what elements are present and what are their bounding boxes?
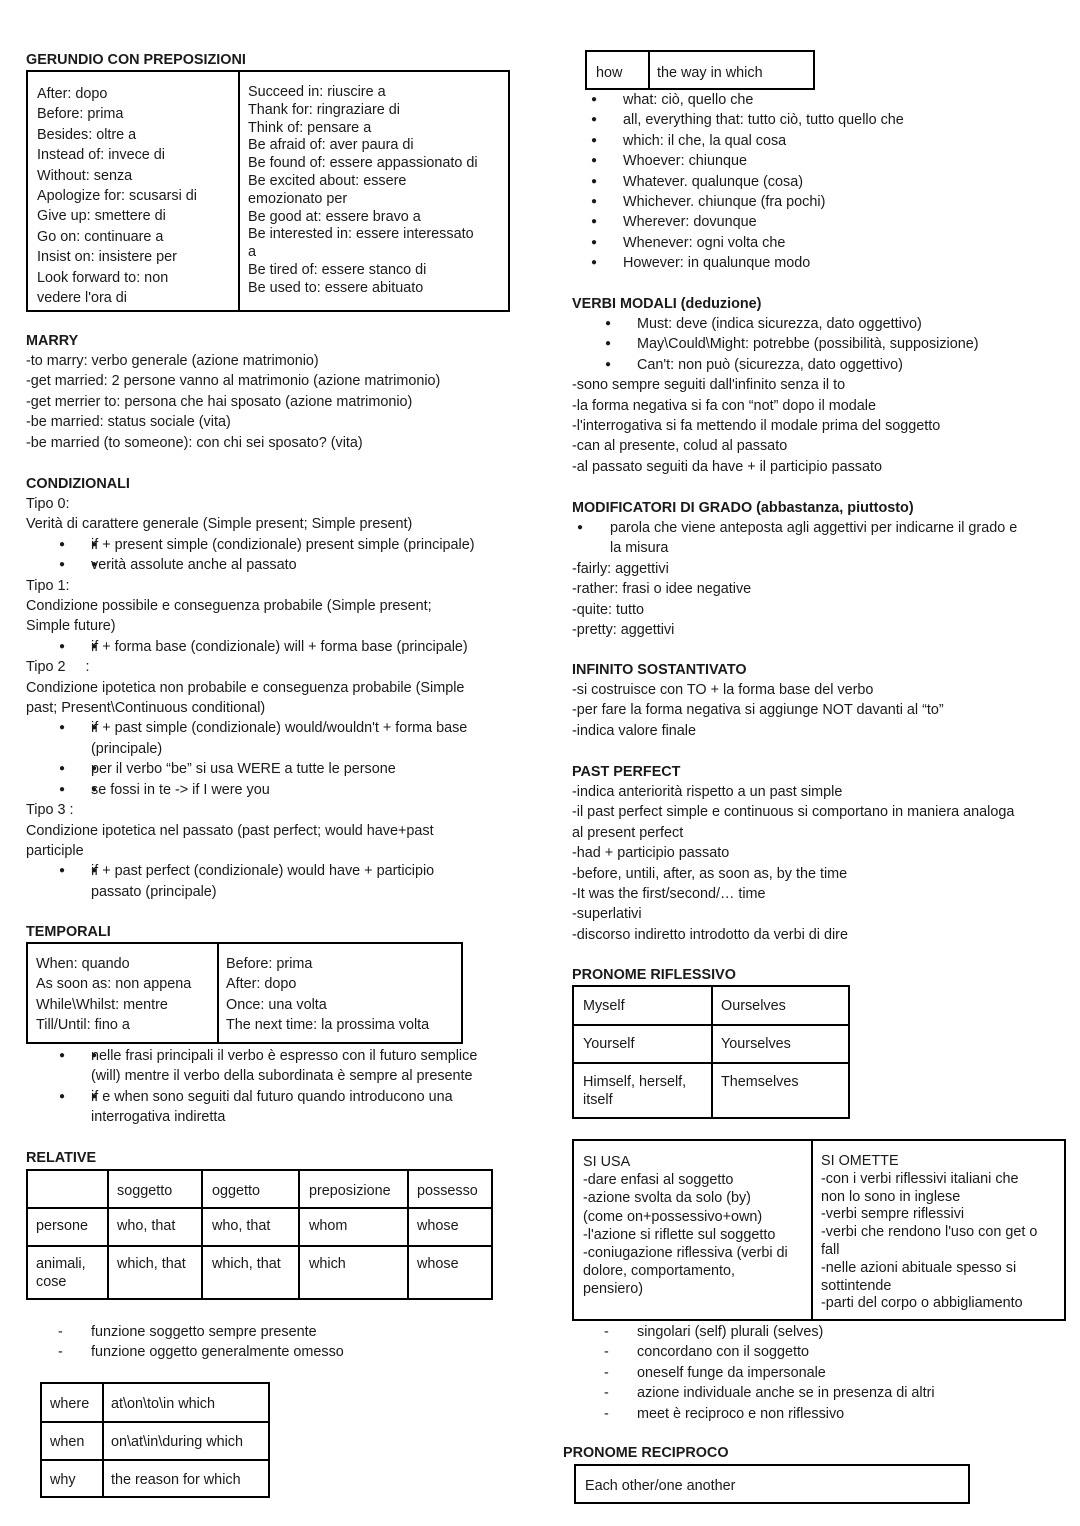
- marry-line: -get merrier to: persona che hai sposato (azione matrimonio): [26, 393, 413, 410]
- si-usa-list: [583, 1153, 788, 1299]
- riflessivo-cell: Myself: [583, 998, 625, 1014]
- tipo2-bullet-3: ● ● se fossi in te -> if I were you: [26, 780, 526, 800]
- what-item: ● all, everything that: tutto ciò, tutto quello che: [572, 110, 904, 130]
- temporali-item: The next time: la prossima volta: [226, 1017, 430, 1034]
- gerundio-item: Be afraid of: aver paura di: [248, 137, 414, 154]
- past-perfect-line: -superlativi: [572, 906, 642, 923]
- riflessivo-cell: Themselves: [721, 1074, 799, 1090]
- bullet-icon: ●: [591, 94, 598, 105]
- modali-line: -la forma negativa si fa con “not” dopo il modale: [572, 397, 876, 414]
- modificatori-line: -quite: tutto: [572, 601, 644, 618]
- temporali-item: Before: prima: [226, 956, 313, 972]
- si-omette-item: non lo sono in inglese: [821, 1188, 961, 1205]
- tipo3-desc-2: participle: [26, 842, 84, 859]
- marry-line: -be married: status sociale (vita): [26, 414, 231, 431]
- relative-header: possesso: [417, 1183, 478, 1199]
- bullet-icon: ●: [591, 134, 598, 146]
- adverb-cell: when: [50, 1434, 85, 1450]
- temporali-title: TEMPORALI: [26, 924, 111, 940]
- reciproco-title: PRONOME RECIPROCO: [563, 1445, 729, 1461]
- infinito-line: -indica valore finale: [572, 722, 696, 739]
- tipo1-label: Tipo 1:: [26, 577, 70, 594]
- riflessivo-cell: Himself, herself, itself: [583, 1074, 687, 1108]
- marry-list: [26, 351, 440, 453]
- temporali-bullet-2: ● ● if e when sono seguiti dal futuro quando introducono una interrogativa indiretta: [26, 1087, 526, 1128]
- gerundio-item: Thank for: ringraziare di: [248, 101, 400, 118]
- past-perfect-line: al present perfect: [572, 824, 684, 841]
- tipo2-desc-1: Condizione ipotetica non probabile e conseguenza probabile (Simple: [26, 679, 465, 696]
- relative-cell: who, that: [212, 1218, 271, 1234]
- temporali-table: [26, 942, 463, 1044]
- relative-dash-2: - funzione oggetto generalmente omesso: [58, 1344, 344, 1361]
- modali-bullet: ● Can't: non può (sicurezza, dato oggettivo): [572, 355, 979, 375]
- si-usa-item: -azione svolta da solo (by): [583, 1190, 751, 1207]
- tipo1-bullet-1: ● ● if + forma base (condizionale) will + forma base (principale): [26, 637, 526, 657]
- temporali-notes: [26, 1046, 526, 1128]
- temporali-right-list: [226, 954, 429, 1036]
- reciproco-box: [574, 1464, 970, 1504]
- past-perfect-title: PAST PERFECT: [572, 764, 681, 780]
- infinito-list: [572, 680, 944, 741]
- condizionali-title: CONDIZIONALI: [26, 476, 130, 492]
- gerundio-item: Without: senza: [37, 167, 133, 184]
- riflessivo-note: - singolari (self) plurali (selves): [604, 1324, 824, 1340]
- relative-header: preposizione: [309, 1183, 391, 1199]
- bullet-icon: ● ●: [59, 722, 66, 734]
- si-usa-item: SI USA: [583, 1154, 631, 1170]
- tipo0-bullet-1: ● ● if + present simple (condizionale) present simple (principale): [26, 535, 526, 555]
- gerundio-item: vedere l'ora di: [37, 290, 127, 307]
- relative-cell: whose: [417, 1218, 459, 1234]
- si-omette-item: -con i verbi riflessivi italiani che: [821, 1170, 1019, 1187]
- gerundio-item: Besides: oltre a: [37, 126, 137, 143]
- gerundio-title: GERUNDIO CON PREPOSIZIONI: [26, 52, 246, 68]
- tipo1-desc-2: Simple future): [26, 618, 116, 635]
- tipo3-label: Tipo 3 :: [26, 802, 74, 819]
- tipo2-bullet-1: ● ● if + past simple (condizionale) would/wouldn't + forma base (principale): [26, 718, 526, 759]
- modificatori-bullet: ● parola che viene anteposta agli aggettivi per indicarne il grado e la misura: [577, 520, 1018, 557]
- si-usa-item: -l'azione si riflette sul soggetto: [583, 1226, 776, 1243]
- modificatori-line: -fairly: aggettivi: [572, 560, 669, 577]
- what-item: ● Whenever: ogni volta che: [572, 233, 904, 253]
- si-usa-item: (come on+possessivo+own): [583, 1208, 763, 1225]
- modificatori-title: MODIFICATORI DI GRADO (abbastanza, piuttosto): [572, 500, 914, 516]
- how-table: [585, 50, 815, 90]
- bullet-icon: ●: [591, 175, 598, 187]
- relative-title: RELATIVE: [26, 1150, 97, 1166]
- si-usa-item: -dare enfasi al soggetto: [583, 1172, 734, 1189]
- temporali-left-list: [36, 954, 191, 1036]
- relative-cell: which: [309, 1256, 346, 1272]
- gerundio-left-list: [37, 84, 197, 308]
- marry-line: -be married (to someone): con chi sei sposato? (vita): [26, 434, 363, 451]
- how-cell: how: [596, 65, 623, 81]
- si-omette-item: -parti del corpo o abbigliamento: [821, 1295, 1023, 1312]
- gerundio-item: Be good at: essere bravo a: [248, 208, 421, 225]
- gerundio-item: Be used to: essere abituato: [248, 279, 424, 296]
- what-item: ● which: il che, la qual cosa: [572, 131, 904, 151]
- tipo1-desc-1: Condizione possibile e conseguenza probabile (Simple present;: [26, 598, 432, 615]
- gerundio-item: Think of: pensare a: [248, 119, 372, 136]
- riflessivo-note: - azione individuale anche se in presenza di altri: [604, 1385, 935, 1402]
- past-perfect-line: -before, untili, after, as soon as, by the time: [572, 865, 848, 882]
- temporali-item: After: dopo: [226, 976, 297, 993]
- gerundio-item: emozionato per: [248, 190, 348, 207]
- gerundio-table: [26, 70, 510, 312]
- past-perfect-line: -indica anteriorità rispetto a un past simple: [572, 784, 843, 800]
- si-usa-item: pensiero): [583, 1281, 643, 1298]
- infinito-title: INFINITO SOSTANTIVATO: [572, 662, 747, 678]
- si-usa-item: dolore, comportamento,: [583, 1263, 735, 1280]
- si-omette-list: [821, 1153, 1037, 1313]
- tipo2-label: Tipo 2 :: [26, 659, 90, 676]
- bullet-icon: ●: [591, 114, 598, 126]
- bullet-icon: ●: [605, 358, 612, 370]
- gerundio-item: Go on: continuare a: [37, 228, 164, 245]
- bullet-icon: ●: [605, 338, 612, 350]
- bullet-icon: ● ●: [59, 763, 66, 775]
- tipo3-bullet-1: ● ● if + past perfect (condizionale) would have + participio passato (principale): [26, 861, 526, 902]
- infinito-line: -si costruisce con TO + la forma base del verbo: [572, 682, 874, 698]
- what-item: ● what: ciò, quello che: [572, 90, 904, 110]
- marry-title: MARRY: [26, 333, 79, 349]
- tipo2-bullet-2: ● ● per il verbo “be” si usa WERE a tutte le persone: [26, 759, 526, 779]
- gerundio-item: Before: prima: [37, 106, 124, 123]
- modificatori-body: [572, 518, 1017, 640]
- gerundio-item: Be tired of: essere stanco di: [248, 261, 427, 278]
- how-meaning-cell: the way in which: [657, 65, 763, 81]
- gerundio-item: Apologize for: scusarsi di: [37, 188, 197, 205]
- bullet-icon: ●: [591, 257, 598, 269]
- gerundio-item: Be interested in: essere interessato: [248, 226, 474, 243]
- adverb-cell: where: [50, 1396, 90, 1412]
- modificatori-line: -pretty: aggettivi: [572, 622, 675, 639]
- relative-header: oggetto: [212, 1183, 261, 1199]
- gerundio-item: Instead of: invece di: [37, 147, 165, 164]
- past-perfect-line: -It was the first/second/… time: [572, 886, 766, 903]
- bullet-icon: ● ●: [59, 640, 66, 652]
- riflessivo-cell: Yourself: [583, 1036, 635, 1052]
- modali-line: -sono sempre seguiti dall'infinito senza il to: [572, 377, 846, 394]
- gerundio-item: Be excited about: essere: [248, 172, 407, 189]
- modali-line: -can al presente, colud al passato: [572, 438, 788, 455]
- riflessivo-note: - meet è reciproco e non riflessivo: [604, 1405, 845, 1422]
- reciproco-value: Each other/one another: [585, 1478, 736, 1494]
- what-list: [572, 90, 904, 274]
- si-omette-item: sottintende: [821, 1277, 892, 1294]
- riflessivo-table: [572, 985, 850, 1119]
- what-item: ● Wherever: dovunque: [572, 212, 904, 232]
- gerundio-item: Be found of: essere appassionato di: [248, 155, 478, 172]
- adverb-meaning-cell: on\at\in\during which: [111, 1434, 243, 1450]
- relative-row-label: animali, cose: [36, 1256, 86, 1290]
- tipo0-bullet-2: ● ● verità assolute anche al passato: [26, 555, 526, 575]
- what-item: ● However: in qualunque modo: [572, 253, 904, 273]
- bullet-icon: ● ●: [59, 865, 66, 877]
- gerundio-item: a: [248, 244, 257, 261]
- bullet-icon: ● ●: [59, 1050, 66, 1061]
- si-omette-item: SI OMETTE: [821, 1153, 899, 1169]
- riflessivo-title: PRONOME RIFLESSIVO: [572, 967, 736, 983]
- past-perfect-list: [572, 782, 1014, 945]
- modali-body: [572, 314, 979, 477]
- gerundio-item: Look forward to: non: [37, 269, 169, 286]
- bullet-icon: ● ●: [59, 559, 66, 571]
- adverb-meaning-cell: the reason for which: [111, 1472, 241, 1488]
- relative-table: [26, 1169, 493, 1300]
- marry-line: -to marry: verbo generale (azione matrimonio): [26, 353, 319, 369]
- what-item: ● Whatever. qualunque (cosa): [572, 172, 904, 192]
- gerundio-item: After: dopo: [37, 86, 108, 102]
- what-item: ● Whoever: chiunque: [572, 151, 904, 171]
- past-perfect-line: -had + participio passato: [572, 845, 730, 862]
- riflessivo-uso-table: [572, 1139, 1066, 1321]
- si-usa-item: -coniugazione riflessiva (verbi di: [583, 1245, 788, 1262]
- relative-notes: [26, 1322, 344, 1363]
- temporali-item: While\Whilst: mentre: [36, 996, 168, 1013]
- riflessivo-note: - concordano con il soggetto: [604, 1344, 810, 1361]
- tipo0-desc: Verità di carattere generale (Simple present; Simple present): [26, 516, 413, 533]
- si-omette-item: -verbi che rendono l'uso con get o: [821, 1224, 1038, 1241]
- modali-bullet: ● Must: deve (indica sicurezza, dato oggettivo): [572, 314, 979, 334]
- si-omette-item: -nelle azioni abituale spesso si: [821, 1259, 1017, 1276]
- relative-cell: which, that: [117, 1256, 186, 1272]
- temporali-item: Till/Until: fino a: [36, 1017, 130, 1034]
- temporali-item: Once: una volta: [226, 996, 327, 1013]
- modificatori-line: -rather: frasi o idee negative: [572, 581, 752, 598]
- modali-bullet: ● May\Could\Might: potrebbe (possibilità, supposizione): [572, 334, 979, 354]
- bullet-icon: ●: [605, 318, 612, 329]
- infinito-line: -per fare la forma negativa si aggiunge NOT davanti al “to”: [572, 702, 944, 719]
- riflessivo-note: - oneself funge da impersonale: [604, 1364, 826, 1381]
- marry-line: -get married: 2 persone vanno al matrimonio (azione matrimonio): [26, 373, 441, 390]
- modali-line: -l'interrogativa si fa mettendo il modale prima del soggetto: [572, 418, 941, 435]
- relative-row-label: persone: [36, 1218, 89, 1234]
- adverb-meaning-cell: at\on\to\in which: [111, 1396, 215, 1412]
- riflessivo-cell: Ourselves: [721, 998, 786, 1014]
- past-perfect-line: -il past perfect simple e continuous si comportano in maniera analoga: [572, 804, 1015, 821]
- what-item: ● Whichever. chiunque (fra pochi): [572, 192, 904, 212]
- past-perfect-line: -discorso indiretto introdotto da verbi di dire: [572, 926, 848, 943]
- gerundio-item: Succeed in: riuscire a: [248, 84, 386, 100]
- relative-cell: who, that: [117, 1218, 176, 1234]
- temporali-bullet-1: ● ● nelle frasi principali il verbo è espresso con il futuro semplice (will) mentre il verbo della subordinata è sempre al presente: [26, 1046, 526, 1087]
- gerundio-item: Insist on: insistere per: [37, 249, 177, 266]
- gerundio-item: Give up: smettere di: [37, 208, 166, 225]
- modali-title: VERBI MODALI (deduzione): [572, 296, 762, 312]
- adverb-cell: why: [50, 1472, 76, 1488]
- relative-cell: whose: [417, 1256, 459, 1272]
- temporali-item: When: quando: [36, 956, 130, 972]
- si-omette-item: fall: [821, 1241, 840, 1258]
- riflessivo-cell: Yourselves: [721, 1036, 791, 1052]
- bullet-icon: ● ●: [59, 1090, 66, 1102]
- bullet-icon: ●: [591, 216, 598, 228]
- condizionali-body: [26, 494, 526, 902]
- relative-cell: whom: [309, 1218, 348, 1234]
- modali-line: -al passato seguiti da have + il participio passato: [572, 458, 882, 475]
- relative-cell: which, that: [212, 1256, 281, 1272]
- bullet-icon: ●: [591, 155, 598, 167]
- bullet-icon: ● ●: [59, 783, 66, 795]
- riflessivo-notes: [572, 1322, 935, 1424]
- bullet-icon: ●: [591, 236, 598, 248]
- relative-dash-1: - funzione soggetto sempre presente: [58, 1324, 317, 1340]
- si-omette-item: -verbi sempre riflessivi: [821, 1206, 965, 1223]
- tipo3-desc-1: Condizione ipotetica nel passato (past perfect; would have+past: [26, 822, 434, 839]
- tipo2-desc-2: past; Present\Continuous conditional): [26, 700, 266, 717]
- bullet-icon: ● ●: [59, 538, 66, 550]
- relative-header: soggetto: [117, 1183, 173, 1199]
- relative-adverbs-table: [40, 1382, 270, 1498]
- gerundio-right-list: [248, 84, 478, 298]
- tipo0-label: Tipo 0:: [26, 496, 70, 512]
- temporali-item: As soon as: non appena: [36, 976, 192, 993]
- bullet-icon: ●: [591, 196, 598, 208]
